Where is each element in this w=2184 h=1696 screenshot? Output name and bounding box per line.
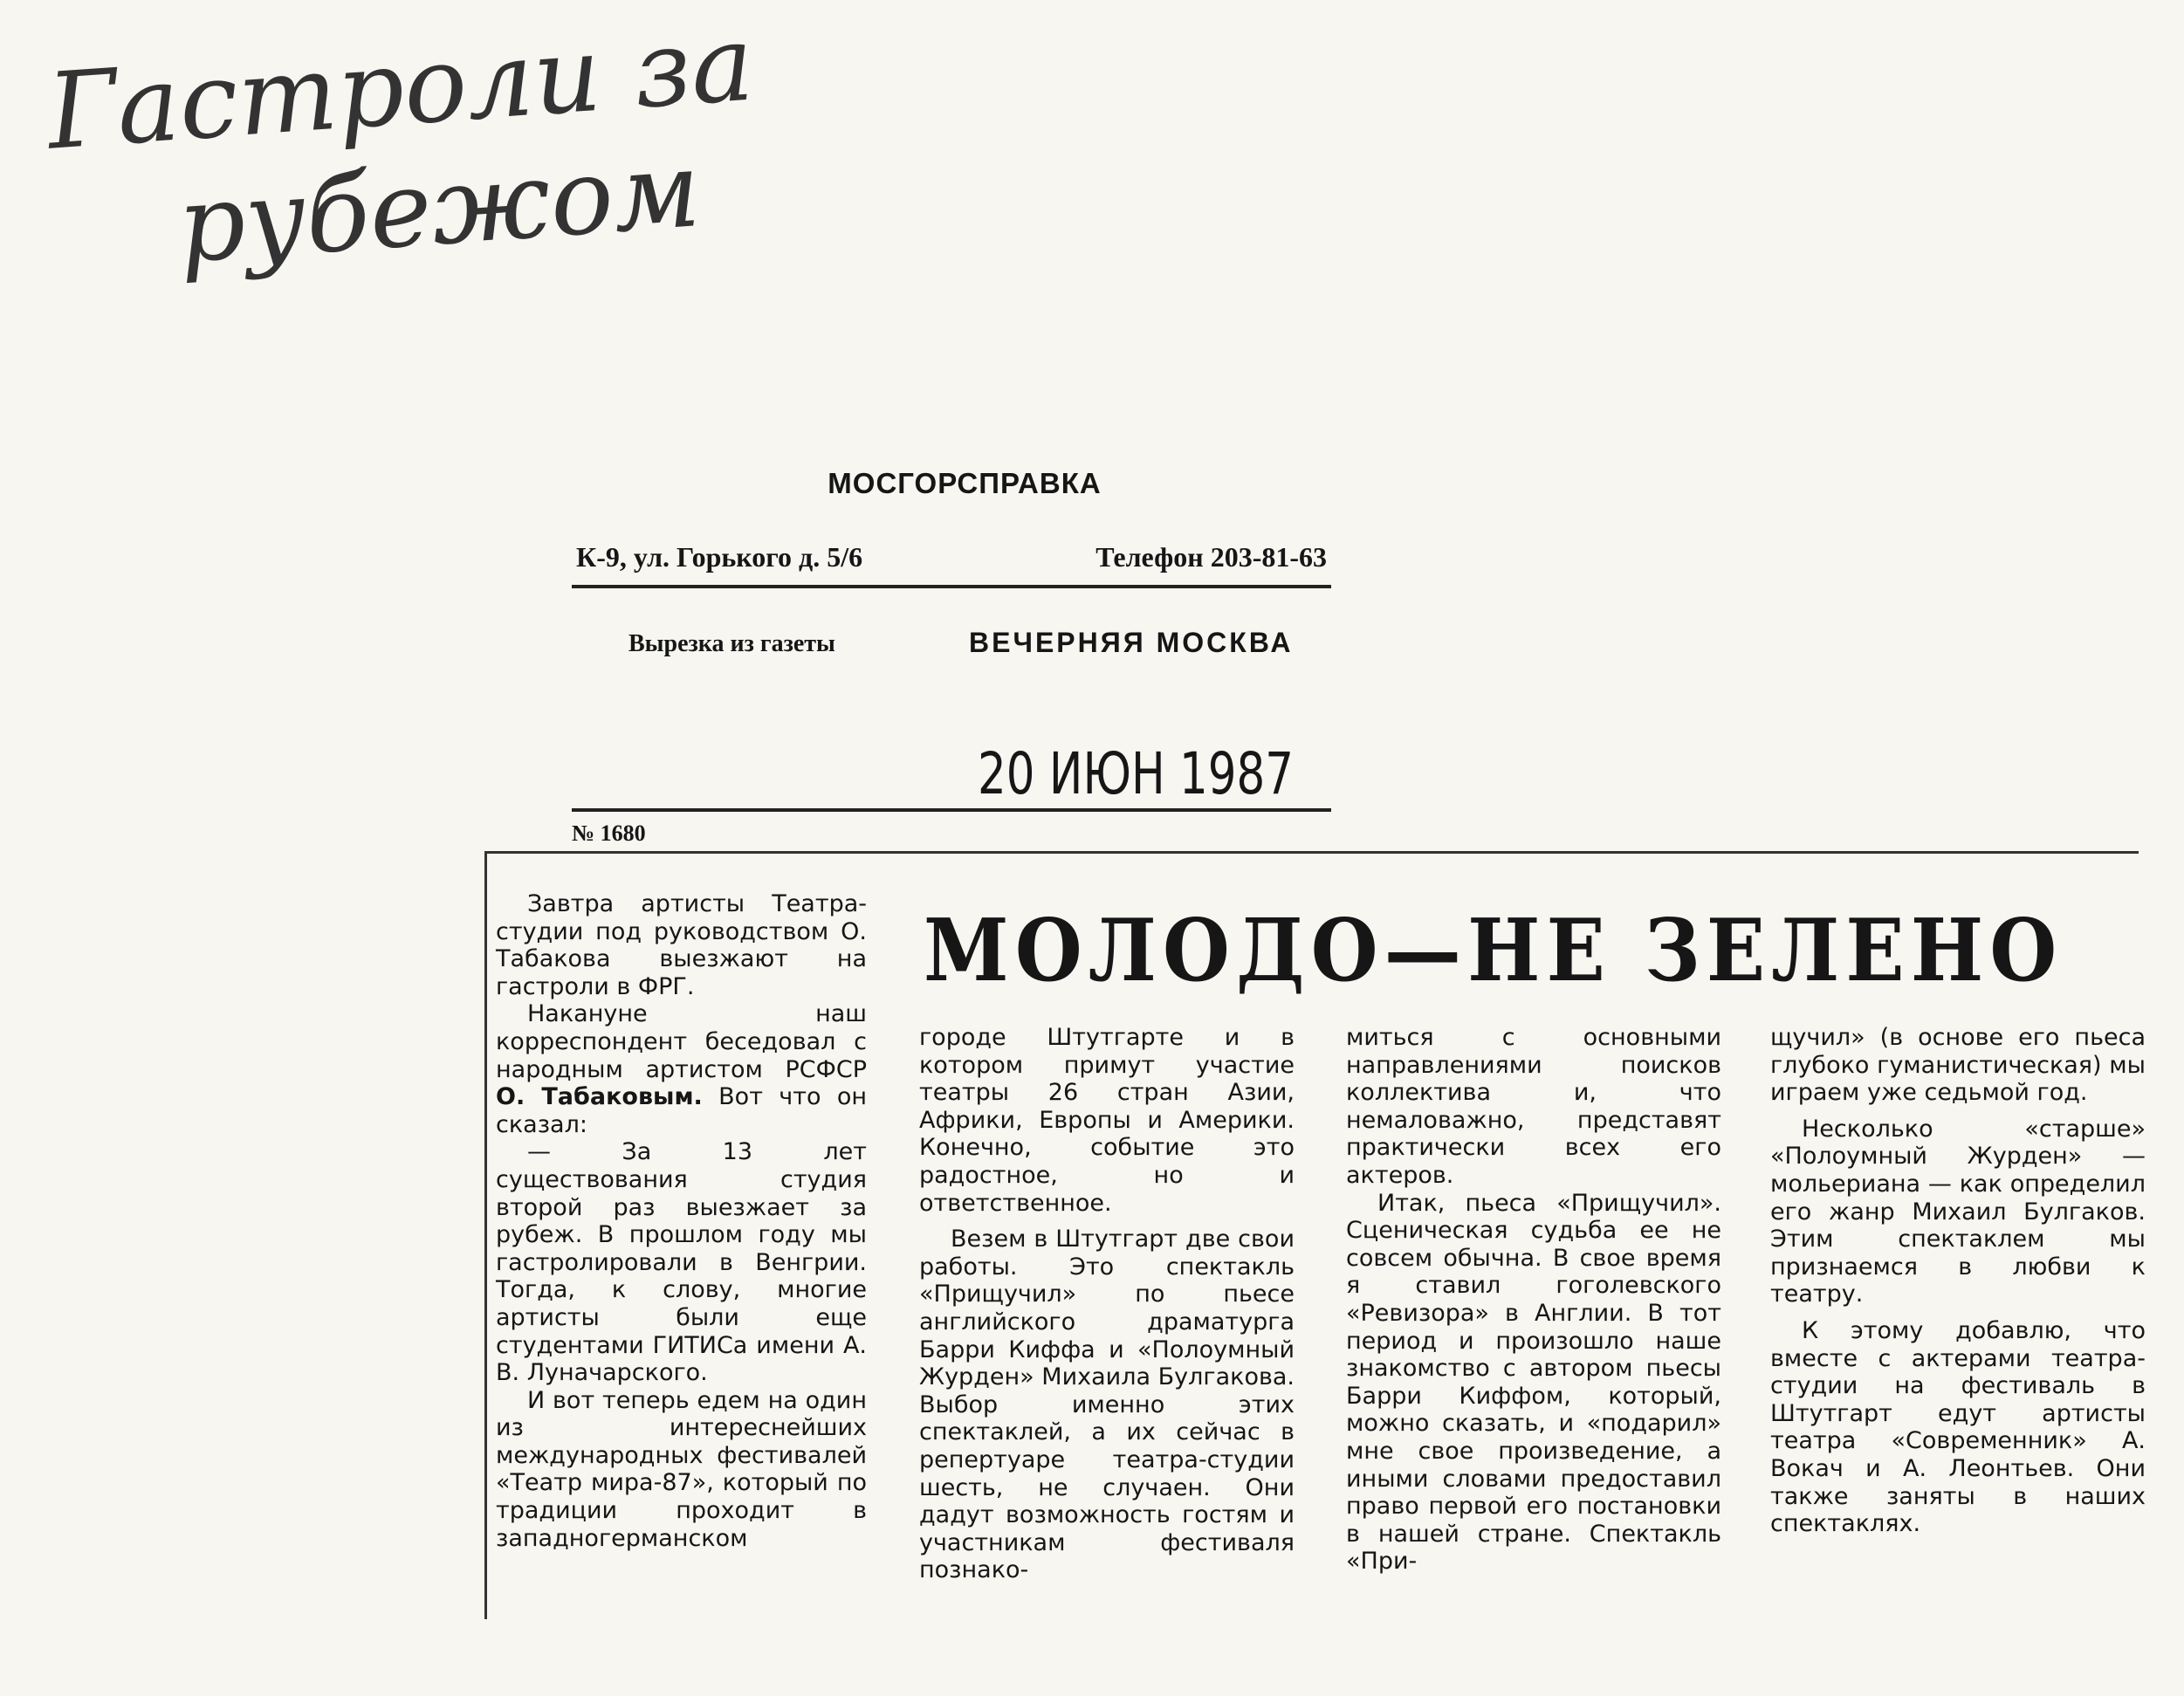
paragraph: — За 13 лет существования студия второй раз выезжает за рубеж. В прошлом году мы гастролировали в Венгрии. Тогда, к слову, многие артисты были еще студентами ГИТИСа имени А. В. Луначарского.	[496, 1138, 867, 1387]
stamp-agency: МОСГОРСПРАВКА	[828, 467, 1102, 499]
paragraph	[496, 1000, 867, 1138]
interviewee-name: О. Табаковым.	[496, 1083, 703, 1111]
stamp-address: К-9, ул. Горького д. 5/6	[576, 541, 863, 573]
paragraph-text: Накануне наш корреспондент беседовал с народным артистом РСФСР	[496, 1000, 867, 1083]
handwritten-note-line-2: рубежом	[174, 129, 704, 287]
article-column-1	[496, 890, 867, 1552]
article-column-2	[919, 1024, 1295, 1584]
stamp-address-line	[576, 541, 1327, 573]
article-column-4	[1770, 1024, 2146, 1538]
paragraph: Везем в Штутгарт две свои работы. Это спектакль «Прищучил» по пьесе английского драматурга Барри Киффа и «Полоумный Журден» Михаила Булгакова. Выбор именно этих спектаклей, а их сейчас в репертуаре театра-студии шесть, не случаен. Они дадут возможность гостям и участникам фестиваля познако-	[919, 1226, 1295, 1584]
clipping-border-top	[484, 851, 2139, 854]
clipping-border-left	[484, 851, 487, 1619]
handwritten-note-line-1: Гастроли за	[44, 3, 758, 174]
stamp-date: 20 ИЮН 1987	[978, 740, 1295, 807]
paragraph: Завтра артисты Театра-студии под руководством О. Табакова выезжают на гастроли в ФРГ.	[496, 890, 867, 1000]
stamp-source-label: Вырезка из газеты	[628, 630, 835, 657]
stamp-divider-top	[572, 585, 1331, 588]
stamp-number: № 1680	[572, 821, 646, 846]
paragraph: миться с основными направлениями поисков коллектива и, что немаловажно, представят практически всех его актеров.	[1346, 1024, 1721, 1189]
stamp-phone: Телефон 203-81-63	[1095, 541, 1327, 573]
stamp-divider-bottom	[572, 808, 1331, 812]
article-headline: МОЛОДО—НЕ ЗЕЛЕНО	[924, 901, 2064, 1001]
article-column-3	[1346, 1024, 1721, 1576]
stamp-newspaper-name: ВЕЧЕРНЯЯ МОСКВА	[969, 627, 1294, 658]
paragraph: И вот теперь едем на один из интереснейших международных фестивалей «Театр мира-87», который по традиции проходит в западногерманском	[496, 1386, 867, 1552]
paragraph: щучил» (в основе его пьеса глубоко гуманистическая) мы играем уже седьмой год.	[1770, 1024, 2146, 1107]
paragraph: Несколько «старше» «Полоумный Журден» — мольериана — как определил его жанр Михаил Булгаков. Этим спектаклем мы признаемся в любви к театру.	[1770, 1115, 2146, 1308]
paragraph: городе Штутгарте и в котором примут участие театры 26 стран Азии, Африки, Европы и Америки. Конечно, событие это радостное, но и ответственное.	[919, 1024, 1295, 1217]
paragraph: К этому добавлю, что вместе с актерами театра-студии на фестиваль в Штутгарт едут артисты театра «Современник» А. Вокач и А. Леонтьев. Они также заняты в наших спектаклях.	[1770, 1316, 2146, 1538]
paragraph-text: Вот что он сказал:	[496, 1083, 867, 1138]
handwritten-note	[44, 3, 766, 297]
paragraph: Итак, пьеса «Прищучил». Сценическая судьба ее не совсем обычна. В свое время я ставил гоголевского «Ревизора» в Англии. В тот период и произошло наше знакомство с автором пьесы Барри Киффом, который, можно сказать, и «подарил» мне свое произведение, а иными словами предоставил право первой его постановки в нашей стране. Спектакль «При-	[1346, 1189, 1721, 1576]
